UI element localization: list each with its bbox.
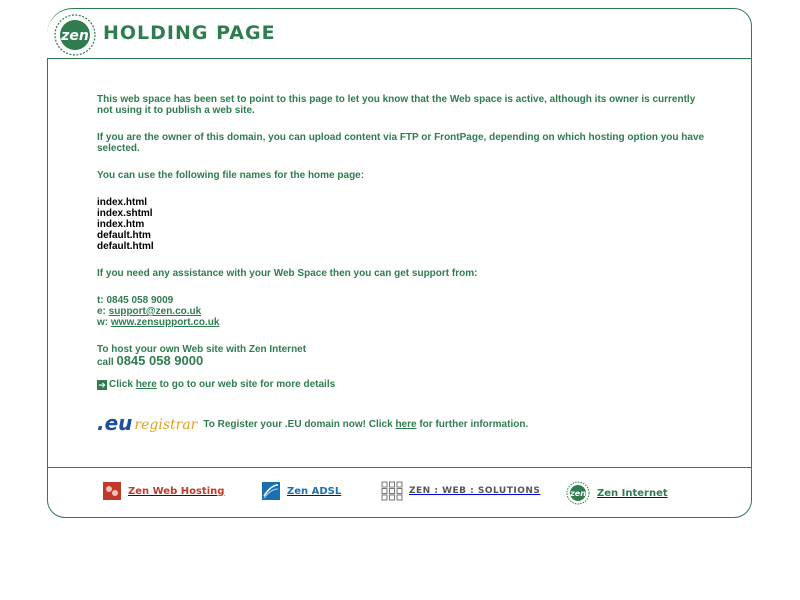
zen-internet-logo-icon (53, 13, 97, 57)
zen-internet-link[interactable] (565, 481, 668, 505)
call-number: 0845 058 9000 (116, 353, 204, 368)
eu-logo-word: registrar (134, 417, 198, 433)
list-item: index.html (97, 197, 148, 208)
list-item: default.htm (97, 230, 151, 241)
click-post: to go to our web site for more details (156, 379, 336, 390)
support-web (97, 317, 712, 328)
grid-icon (381, 481, 403, 501)
intro-text: This web space has been set to point to this page to let you know that the Web space is active, although its owner is currently not using it to publish a web site. (97, 94, 696, 116)
eu-logo-dot: .eu (97, 411, 133, 435)
zen-internet-logo-icon (565, 481, 591, 505)
support-email-link[interactable]: support@zen.co.uk (108, 306, 202, 317)
main-content (97, 94, 712, 406)
eu-registrar-logo (97, 411, 198, 435)
zen-web-hosting-link[interactable] (102, 481, 224, 501)
zen-web-solutions-link[interactable] (381, 481, 540, 501)
eu-register-text (203, 419, 528, 432)
svg-text:zen: zen (570, 489, 586, 498)
web-hosting-icon (102, 481, 122, 501)
footer-logo-label: Zen Web Hosting (128, 485, 225, 497)
support-heading: If you need any assistance with your Web Space then you can get support from: (97, 268, 478, 279)
footer-logo-label: Zen Internet (597, 487, 668, 499)
call-line (97, 355, 712, 368)
hosting-promo (97, 344, 712, 368)
list-item: default.html (97, 241, 154, 252)
phone-value: 0845 058 9009 (106, 295, 174, 306)
zen-adsl-link[interactable] (261, 481, 341, 501)
arrow-right-icon: ➔ (98, 380, 106, 390)
footer-logos (47, 467, 752, 518)
adsl-icon (261, 481, 281, 501)
eu-pre: To Register your .EU domain now! Click (203, 419, 396, 430)
footer-logo-label: ZEN : WEB : SOLUTIONS (409, 486, 541, 496)
svg-text:zen: zen (61, 28, 89, 44)
email-label: e: (97, 306, 109, 317)
owner-text: If you are the owner of this domain, you can upload content via FTP or FrontPage, depending on which hosting option you have selected. (97, 132, 705, 154)
call-label: call (97, 357, 117, 368)
filename-list (97, 197, 712, 252)
click-line (97, 379, 712, 390)
website-here-link[interactable]: here (135, 379, 157, 390)
footer-logo-label: Zen ADSL (287, 485, 342, 497)
support-phone (97, 295, 712, 306)
support-website-link[interactable]: www.zensupport.co.uk (110, 317, 220, 328)
click-pre: Click (109, 379, 136, 390)
list-item: index.htm (97, 219, 145, 230)
host-line: To host your own Web site with Zen Internet (97, 344, 307, 355)
filenames-heading: You can use the following file names for the home page: (97, 170, 365, 181)
eu-registrar-row (97, 411, 529, 435)
eu-here-link[interactable]: here (395, 419, 417, 430)
web-label: w: (97, 317, 111, 328)
phone-label: t: (97, 295, 107, 306)
eu-post: for further information. (416, 419, 529, 430)
support-email (97, 306, 712, 317)
support-contacts (97, 295, 712, 328)
page-title: HOLDING PAGE (103, 22, 276, 44)
list-item: index.shtml (97, 208, 153, 219)
